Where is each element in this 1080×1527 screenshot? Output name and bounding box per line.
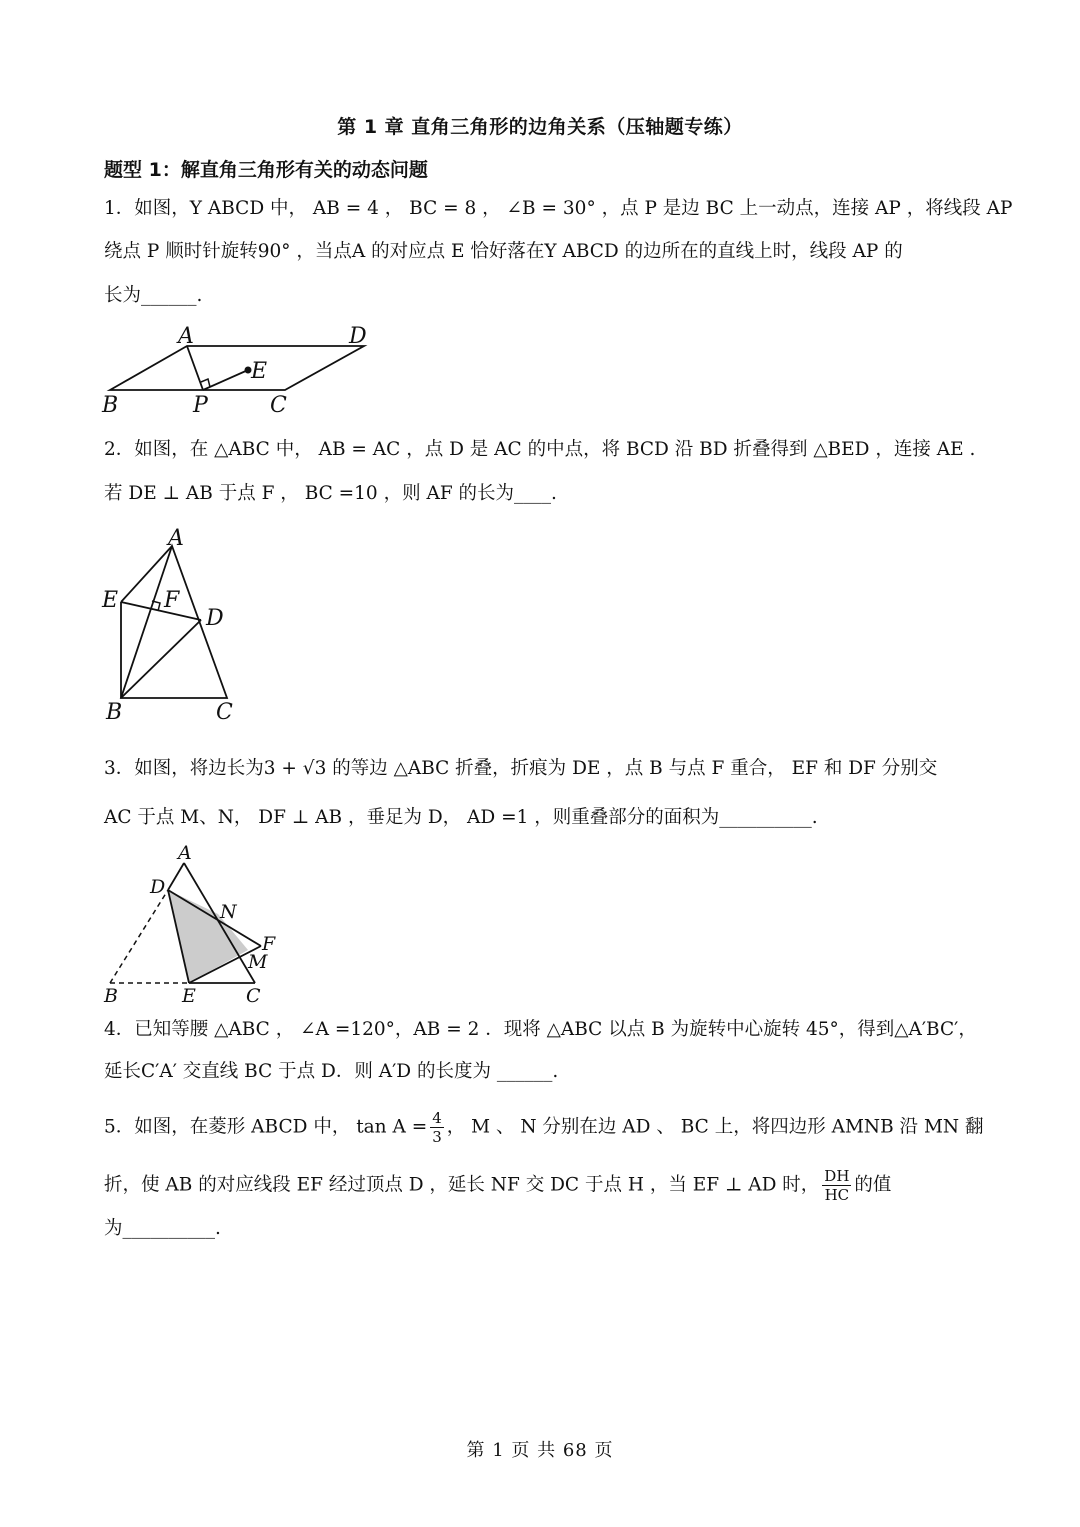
fraction-dh-hc-denominator: HC (824, 1186, 850, 1204)
label-b: B (104, 985, 118, 1007)
problem-3-line-2: AC 于点 M、N， DF ⊥ AB ，垂足为 D， AD =1 ，则重叠部分的面积为__________. (104, 807, 818, 828)
label-d: D (150, 876, 166, 898)
problem-3-line-1: 3．如图，将边长为3 + √3 的等边 △ABC 折叠，折痕为 DE ，点 B 与点 F 重合， EF 和 DF 分别交 (104, 758, 938, 779)
label-a: A (178, 324, 194, 349)
problem-5-line-2 (104, 1167, 984, 1204)
label-c: C (270, 393, 287, 418)
figure-2-triangle (98, 525, 258, 725)
fraction-dh-hc-numerator: DH (824, 1167, 850, 1185)
problem-2-line-2: 若 DE ⊥ AB 于点 F ， BC =10 ，则 AF 的长为____. (104, 483, 557, 504)
problem-1-line-3: 长为______. (104, 285, 203, 306)
label-e: E (182, 985, 196, 1007)
section-heading: 题型 1：解直角三角形有关的动态问题 (104, 159, 428, 181)
fraction-tan-numerator: 4 (432, 1109, 442, 1127)
label-b: B (106, 700, 123, 725)
page-title: 第 1 章 直角三角形的边角关系（压轴题专练） (337, 116, 743, 138)
problem-4-line-2: 延长C′A′ 交直线 BC 于点 D．则 A′D 的长度为 ______. (104, 1061, 559, 1082)
problem-5-line-3: 为__________. (104, 1218, 221, 1239)
label-p: P (193, 393, 208, 418)
label-c: C (246, 985, 261, 1007)
fraction-dh-hc (822, 1167, 851, 1204)
label-f: F (262, 933, 276, 955)
label-b: B (102, 393, 119, 418)
problem-5-line-2-after: 的值 (854, 1174, 892, 1196)
label-n: N (220, 901, 237, 923)
problem-4-line-1: 4．已知等腰 △ABC ， ∠A =120°，AB = 2 ．现将 △ABC 以点 B 为旋转中心旋转 45°，得到△A′BC′， (104, 1019, 977, 1040)
label-e: E (251, 359, 268, 384)
label-a: A (178, 842, 192, 864)
label-m: M (248, 951, 268, 973)
label-e: E (102, 588, 119, 613)
page-footer: 第 1 页 共 68 页 (466, 1440, 614, 1461)
problem-5-line-1-after: ， M 、 N 分别在边 AD 、 BC 上，将四边形 AMNB 沿 MN 翻 (446, 1116, 984, 1138)
problem-1-line-2: 绕点 P 顺时针旋转90° ，当点A 的对应点 E 恰好落在Y ABCD 的边所在的直线上时，线段 AP 的 (104, 241, 903, 262)
label-d: D (349, 324, 367, 349)
fraction-tan (430, 1109, 444, 1146)
problem-1-line-1: 1．如图，Y ABCD 中， AB = 4 ， BC = 8 ， ∠B = 30° ，点 P 是边 BC 上一动点，连接 AP ，将线段 AP (104, 198, 1013, 219)
label-c: C (216, 700, 233, 725)
label-f: F (164, 588, 180, 613)
label-d: D (206, 606, 224, 631)
problem-2-line-1: 2．如图，在 △ABC 中， AB = AC ，点 D 是 AC 的中点，将 BCD 沿 BD 折叠得到 △BED ，连接 AE . (104, 439, 976, 460)
problem-5-line-2-before: 折，使 AB 的对应线段 EF 经过顶点 D ，延长 NF 交 DC 于点 H ，当 EF ⊥ AD 时， (104, 1174, 820, 1196)
figure-1-parallelogram (100, 320, 400, 420)
problem-5-line-1 (104, 1109, 984, 1146)
problem-5-line-1-before: 5．如图，在菱形 ABCD 中， tan A = (104, 1116, 428, 1138)
fraction-tan-denominator: 3 (432, 1128, 442, 1146)
label-a: A (168, 526, 184, 551)
figure-3-fold (100, 840, 300, 1010)
